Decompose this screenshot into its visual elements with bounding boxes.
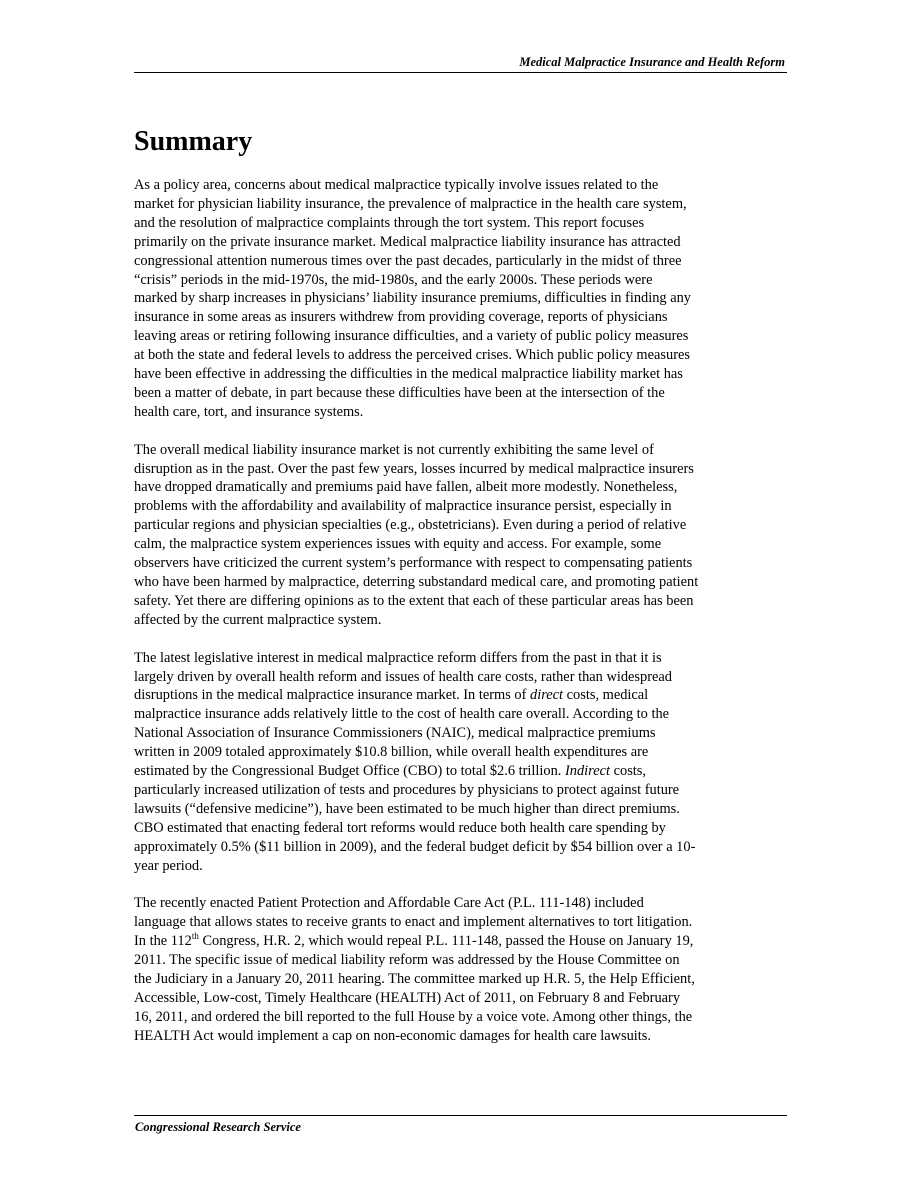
text-line: calm, the malpractice system experiences issues with equity and access. For example, some: [134, 536, 662, 553]
text-line: malpractice insurance adds relatively little to the cost of health care overall. According to the: [134, 706, 670, 723]
text-line: observers have criticized the current system’s performance with respect to compensating patients: [134, 555, 693, 572]
running-footer: Congressional Research Service: [135, 1120, 301, 1134]
text-line: have dropped dramatically and premiums paid have fallen, albeit more modestly. Nonetheless,: [134, 479, 678, 496]
text-line: [134, 762, 786, 781]
text-line: at both the state and federal levels to address the perceived crises. Which public policy measures: [134, 347, 690, 364]
text-line: primarily on the private insurance market. Medical malpractice liability insurance has attracted: [134, 233, 681, 250]
text-segment: disruptions in the medical malpractice insurance market. In terms of: [134, 687, 531, 704]
text-line: written in 2009 totaled approximately $10.8 billion, while overall health expenditures are: [134, 744, 649, 761]
text-line: affected by the current malpractice system.: [134, 611, 382, 628]
text-segment: estimated by the Congressional Budget Office (CBO) to total $2.6 trillion.: [134, 763, 565, 780]
text-line: “crisis” periods in the mid-1970s, the mid-1980s, and the early 2000s. These periods were: [134, 271, 653, 288]
text-line: year period.: [134, 857, 203, 874]
text-line: marked by sharp increases in physicians’ liability insurance premiums, difficulties in finding any: [134, 290, 691, 307]
text-line: largely driven by overall health reform and issues of health care costs, rather than widespread: [134, 668, 672, 685]
text-line: language that allows states to receive grants to enact and implement alternatives to tort litigation.: [134, 914, 693, 931]
paragraph-1: [134, 176, 786, 422]
text-line: HEALTH Act would implement a cap on non-economic damages for health care lawsuits.: [134, 1027, 651, 1044]
header-rule: [134, 72, 787, 73]
text-line: who have been harmed by malpractice, deterring substandard medical care, and promoting patient: [134, 574, 699, 591]
text-line: disruption as in the past. Over the past few years, losses incurred by medical malpractice insurers: [134, 460, 694, 477]
text-line: safety. Yet there are differing opinions as to the extent that each of these particular areas has been: [134, 592, 694, 609]
text-line: National Association of Insurance Commissioners (NAIC), medical malpractice premiums: [134, 725, 656, 742]
paragraph-2: [134, 441, 786, 630]
text-line: been a matter of debate, in part because these difficulties have been at the intersection of the: [134, 384, 665, 401]
paragraph-3: [134, 649, 786, 876]
text-line: 2011. The specific issue of medical liability reform was addressed by the House Committee on: [134, 952, 680, 969]
text-line: have been effective in addressing the difficulties in the medical malpractice liability market has: [134, 366, 683, 383]
text-segment: Congress, H.R. 2, which would repeal P.L. 111-148, passed the House on January 19,: [198, 933, 694, 950]
emphasis-indirect: Indirect: [565, 763, 611, 780]
text-line: The recently enacted Patient Protection and Affordable Care Act (P.L. 111-148) included: [134, 895, 644, 912]
text-line: particularly increased utilization of tests and procedures by physicians to protect against future: [134, 781, 680, 798]
text-line: [134, 686, 786, 705]
emphasis-direct: direct: [530, 687, 564, 704]
text-line: the Judiciary in a January 20, 2011 hearing. The committee marked up H.R. 5, the Help Efficient,: [134, 971, 695, 988]
text-line: The overall medical liability insurance market is not currently exhibiting the same level of: [134, 441, 654, 458]
text-line: 16, 2011, and ordered the bill reported to the full House by a voice vote. Among other things, the: [134, 1008, 693, 1025]
text-line: problems with the affordability and availability of malpractice insurance persist, especially in: [134, 498, 672, 515]
ordinal-superscript: th: [191, 931, 199, 942]
text-line: [134, 932, 786, 951]
running-header: Medical Malpractice Insurance and Health Reform: [519, 55, 785, 69]
summary-body: [134, 176, 786, 1046]
text-line: The latest legislative interest in medical malpractice reform differs from the past in that it is: [134, 649, 662, 666]
text-line: insurance in some areas as insurers withdrew from providing coverage, reports of physicians: [134, 309, 668, 326]
text-line: health care, tort, and insurance systems.: [134, 403, 364, 420]
text-segment: In the 112: [134, 933, 192, 950]
footer-rule: [134, 1115, 787, 1116]
text-line: As a policy area, concerns about medical malpractice typically involve issues related to the: [134, 177, 659, 193]
text-line: CBO estimated that enacting federal tort reforms would reduce both health care spending by: [134, 819, 666, 836]
text-line: Accessible, Low-cost, Timely Healthcare (HEALTH) Act of 2011, on February 8 and February: [134, 989, 681, 1006]
page-title: Summary: [134, 126, 253, 157]
text-line: particular regions and physician specialties (e.g., obstetricians). Even during a period of relative: [134, 517, 687, 534]
text-segment: costs, medical: [563, 687, 649, 704]
text-line: congressional attention numerous times over the past decades, particularly in the midst of three: [134, 252, 682, 269]
text-line: and the resolution of malpractice complaints through the tort system. This report focuses: [134, 214, 645, 231]
text-segment: costs,: [610, 763, 647, 780]
paragraph-4: [134, 894, 786, 1045]
text-line: lawsuits (“defensive medicine”), have been estimated to be much higher than direct premiums.: [134, 800, 680, 817]
text-line: leaving areas or retiring following insurance difficulties, and a variety of public policy measures: [134, 328, 689, 345]
text-line: market for physician liability insurance, the prevalence of malpractice in the health care system,: [134, 195, 687, 212]
text-line: approximately 0.5% ($11 billion in 2009), and the federal budget deficit by $54 billion over a 10-: [134, 838, 696, 855]
